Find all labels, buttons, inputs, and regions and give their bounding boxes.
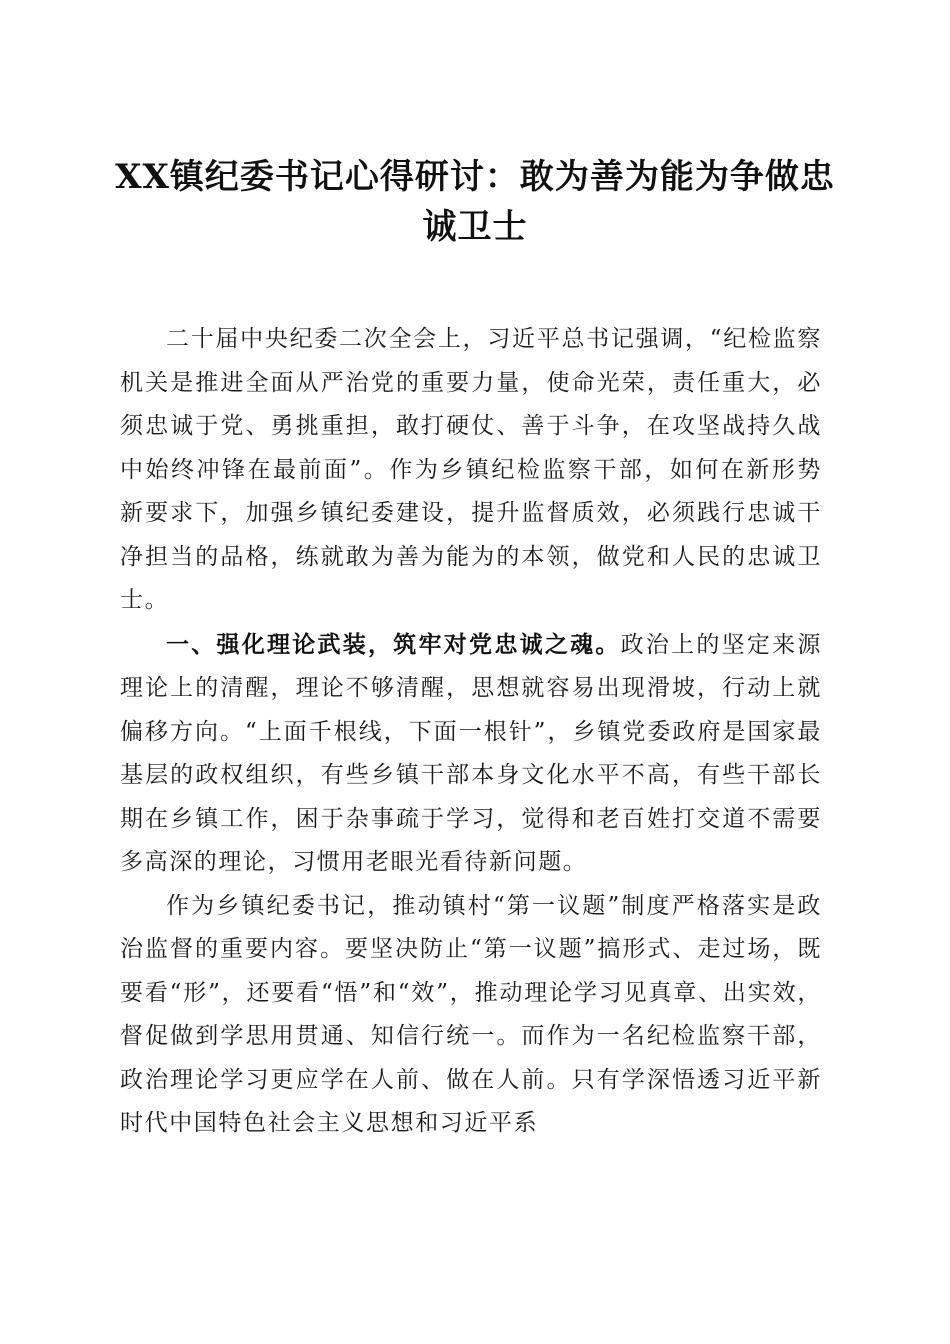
paragraph-supervision xyxy=(120,885,822,1146)
paragraph-section-one xyxy=(120,623,822,885)
document-title: XX镇纪委书记心得研讨：敢为善为能为争做忠诚卫士 xyxy=(115,157,835,247)
paragraph-intro-text: 二十届中央纪委二次全会上，习近平总书记强调，“纪检监察机关是推进全面从严治党的重要力量，使命光荣，责任重大，必须忠诚于党、勇挑重担，敢打硬仗、善于斗争，在攻坚战持久战中始终冲锋在最前面”。作为乡镇纪检监察干部，如何在新形势新要求下，加强乡镇纪委建设，提升监督质效，必须践行忠诚干净担当的品格，练就敢为善为能为的本领，做党和人民的忠诚卫士。 xyxy=(120,326,822,613)
paragraph-section-one-text: 政治上的坚定来源理论上的清醒，理论不够清醒，思想就容易出现滑坡，行动上就偏移方向。“上面千根线，下面一根针”，乡镇党委政府是国家最基层的政权组织，有些乡镇干部本身文化水平不高，有些干部长期在乡镇工作，困于杂事疏于学习，觉得和老百姓打交道不需要多高深的理论，习惯用老眼光看待新问题。 xyxy=(120,631,822,875)
section-heading: 一、强化理论武装，筑牢对党忠诚之魂。 xyxy=(166,630,621,658)
paragraph-intro xyxy=(120,318,822,623)
document-body xyxy=(120,318,822,1146)
paragraph-supervision-text: 作为乡镇纪委书记，推动镇村“第一议题”制度严格落实是政治监督的重要内容。要坚决防止“第一议题”搞形式、走过场，既要看“形”，还要看“悟”和“效”，推动理论学习见真章、出实效，督促做到学思用贯通、知信行统一。而作为一名纪检监察干部，政治理论学习更应学在人前、做在人前。只有学深悟透习近平新时代中国特色社会主义思想和习近平系 xyxy=(120,892,822,1136)
